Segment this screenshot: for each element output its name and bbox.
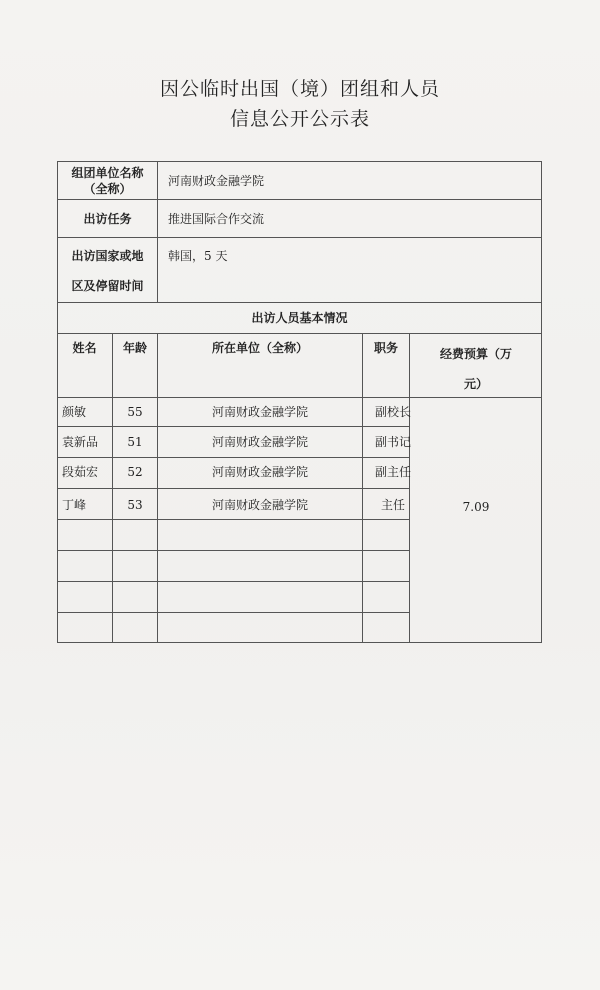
country-label-line-2: 区及停留时间 [71, 279, 144, 293]
section-title: 出访人员基本情况 [251, 311, 348, 325]
row-1-position: 副校长 [374, 405, 411, 419]
row-3-position: 副主任 [374, 465, 411, 479]
header-name: 姓名 [72, 341, 97, 355]
row-4-name: 丁峰 [62, 498, 87, 512]
budget-value: 7.09 [462, 500, 490, 514]
row-divider [57, 519, 409, 520]
header-position: 职务 [373, 341, 398, 355]
task-value: 推进国际合作交流 [168, 212, 265, 226]
column-divider [112, 333, 113, 642]
row-4-unit: 河南财政金融学院 [211, 498, 308, 512]
row-divider [57, 199, 542, 200]
unit-label-line-1: 组团单位名称 [71, 166, 144, 180]
task-label: 出访任务 [83, 212, 132, 226]
header-budget-line-1: 经费预算（万 [439, 347, 512, 361]
country-value: 韩国，5 天 [168, 249, 228, 263]
row-divider [57, 581, 409, 582]
info-table [57, 161, 542, 643]
row-2-position: 副书记 [374, 435, 411, 449]
row-divider [57, 302, 542, 303]
column-divider [157, 333, 158, 642]
row-divider [57, 457, 409, 458]
row-divider [57, 237, 542, 238]
document-title-line-2: 信息公开公示表 [229, 108, 370, 130]
row-2-unit: 河南财政金融学院 [211, 435, 308, 449]
unit-label-line-2: （全称） [83, 182, 132, 196]
row-3-name: 段茹宏 [62, 465, 99, 479]
row-3-unit: 河南财政金融学院 [211, 465, 308, 479]
document-title-line-1: 因公临时出国（境）团组和人员 [159, 78, 440, 100]
header-budget-line-2: 元） [463, 377, 488, 391]
row-1-unit: 河南财政金融学院 [211, 405, 308, 419]
row-divider [57, 333, 542, 334]
row-divider [57, 612, 409, 613]
header-unit: 所在单位（全称） [211, 341, 308, 355]
column-divider [362, 333, 363, 642]
row-2-age: 51 [127, 435, 143, 449]
row-4-position: 主任 [380, 498, 405, 512]
row-1-age: 55 [127, 405, 143, 419]
row-2-name: 袁新品 [62, 435, 99, 449]
unit-value: 河南财政金融学院 [168, 174, 265, 188]
column-divider [157, 161, 158, 302]
row-divider [57, 426, 409, 427]
row-divider [57, 488, 409, 489]
row-divider [57, 550, 409, 551]
row-3-age: 52 [127, 465, 143, 479]
row-1-name: 颜敏 [62, 405, 87, 419]
country-label-line-1: 出访国家或地 [71, 249, 144, 263]
row-4-age: 53 [127, 498, 143, 512]
row-divider [57, 397, 542, 398]
header-age: 年龄 [122, 341, 147, 355]
